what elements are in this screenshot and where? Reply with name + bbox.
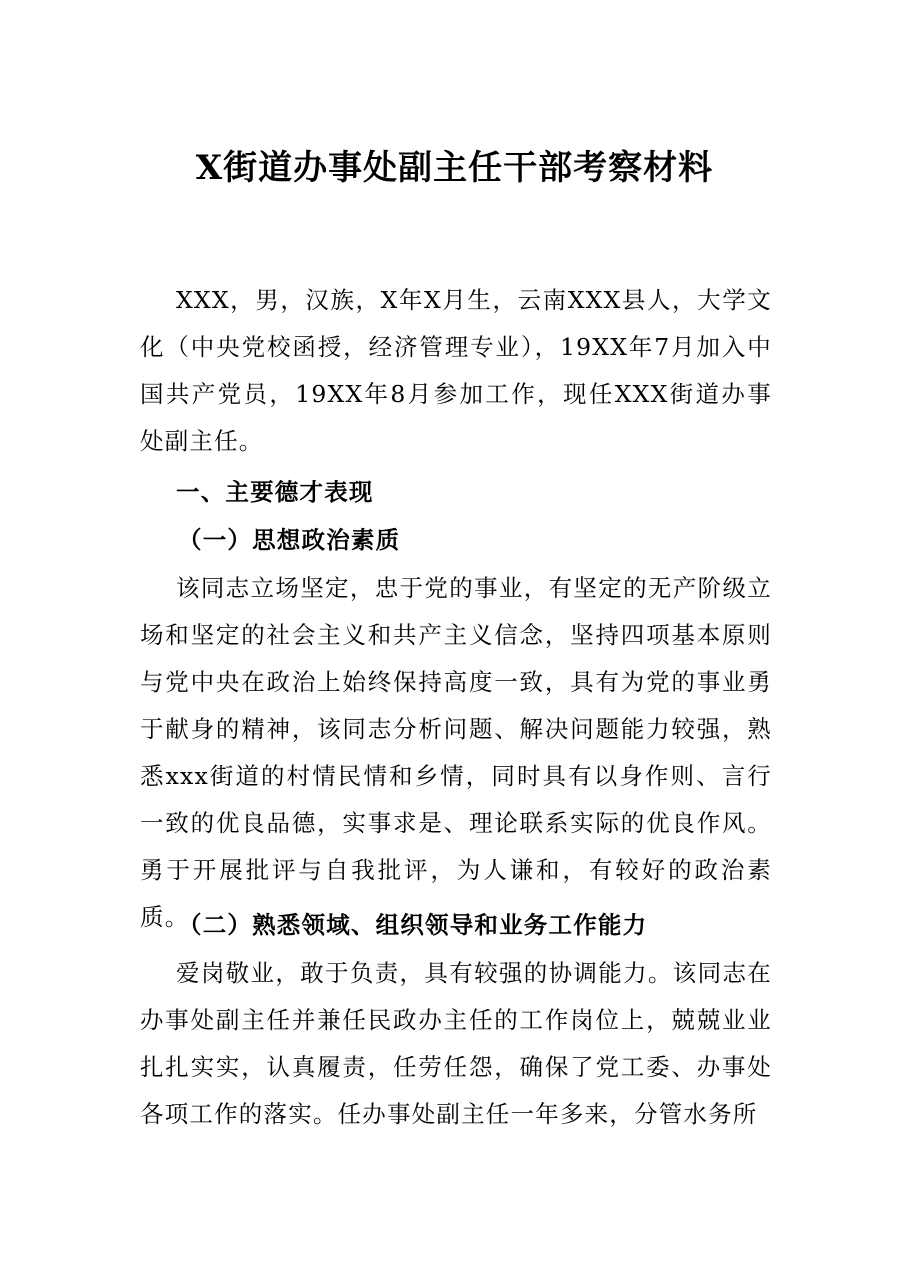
document-title: X街道办事处副主任干部考察材料 <box>195 148 714 188</box>
section-heading-1: 一、主要德才表现 <box>176 478 374 506</box>
subsection-heading-2: （二）熟悉领域、组织领导和业务工作能力 <box>178 911 648 939</box>
subsection-2-paragraph: 爱岗敬业，敢于负责，具有较强的协调能力。该同志在办事处副主任并兼任民政办主任的工作岗位上，兢兢业业扎扎实实，认真履责，任劳任怨，确保了党工委、办事处各项工作的落实。任办事处副主任一年多来，分管水务所 <box>140 959 772 1128</box>
intro-paragraph: XXX，男，汉族，X年X月生，云南XXX县人，大学文化（中央党校函授，经济管理专业），19XX年7月加入中国共产党员，19XX年8月参加工作，现任XXX街道办事处副主任。 <box>140 286 772 455</box>
subsection-heading-1: （一）思想政治素质 <box>178 526 401 554</box>
subsection-1-paragraph: 该同志立场坚定，忠于党的事业，有坚定的无产阶级立场和坚定的社会主义和共产主义信念，坚持四项基本原则与党中央在政治上始终保持高度一致，具有为党的事业勇于献身的精神，该同志分析问题、解决问题能力较强，熟悉xxx街道的村情民情和乡情，同时具有以身作则、言行一致的优良品德，实事求是、理论联系实际的优良作风。勇于开展批评与自我批评，为人谦和，有较好的政治素质。 <box>140 574 772 931</box>
